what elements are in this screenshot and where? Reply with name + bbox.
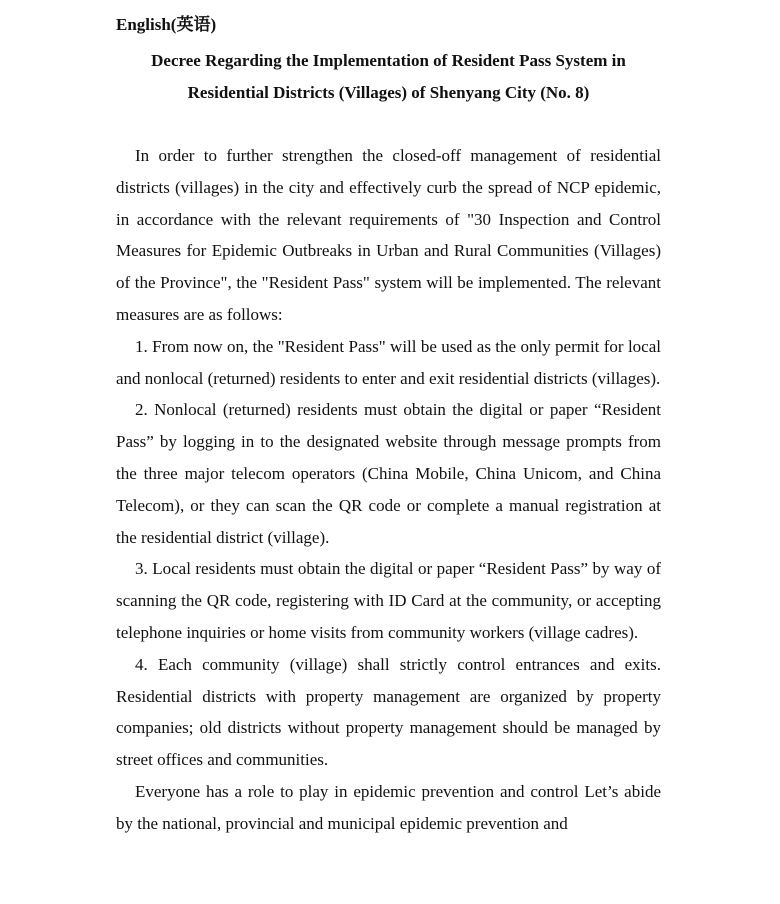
measure-paragraph-3: 3. Local residents must obtain the digital or paper “Resident Pass” by way of scanning the QR code, registering with ID Card at the community, or accepting telephone inquiries or home visits from community workers (village cadres). xyxy=(116,559,661,642)
language-label: English(英语) xyxy=(116,15,217,34)
closing-paragraph: Everyone has a role to play in epidemic prevention and control Let’s abide by the national, provincial and municipal epidemic prevention and xyxy=(116,781,661,833)
measure-paragraph-1: 1. From now on, the "Resident Pass" will be used as the only permit for local and nonlocal (returned) residents to enter and exit residential districts (villages). xyxy=(116,336,661,388)
measure-paragraph-4: 4. Each community (village) shall strictly control entrances and exits. Residential districts with property management are organized by property companies; old districts without property management should be managed by street offices and communities. xyxy=(116,654,661,770)
document-title: Decree Regarding the Implementation of Resident Pass System in Residential Districts (Villages) of Shenyang City (No. 8) xyxy=(151,51,626,102)
document-body xyxy=(116,140,661,840)
intro-paragraph: In order to further strengthen the closed-off management of residential districts (villages) in the city and effectively curb the spread of NCP epidemic, in accordance with the relevant requirements of "30 Inspection and Control Measures for Epidemic Outbreaks in Urban and Rural Communities (Villages) of the Province", the "Resident Pass" system will be implemented. The relevant measures are as follows: xyxy=(116,146,661,324)
measure-paragraph-2: 2. Nonlocal (returned) residents must obtain the digital or paper “Resident Pass” by logging in to the designated website through message prompts from the three major telecom operators (China Mobile, China Unicom, and China Telecom), or they can scan the QR code or complete a manual registration at the residential district (village). xyxy=(116,400,661,547)
